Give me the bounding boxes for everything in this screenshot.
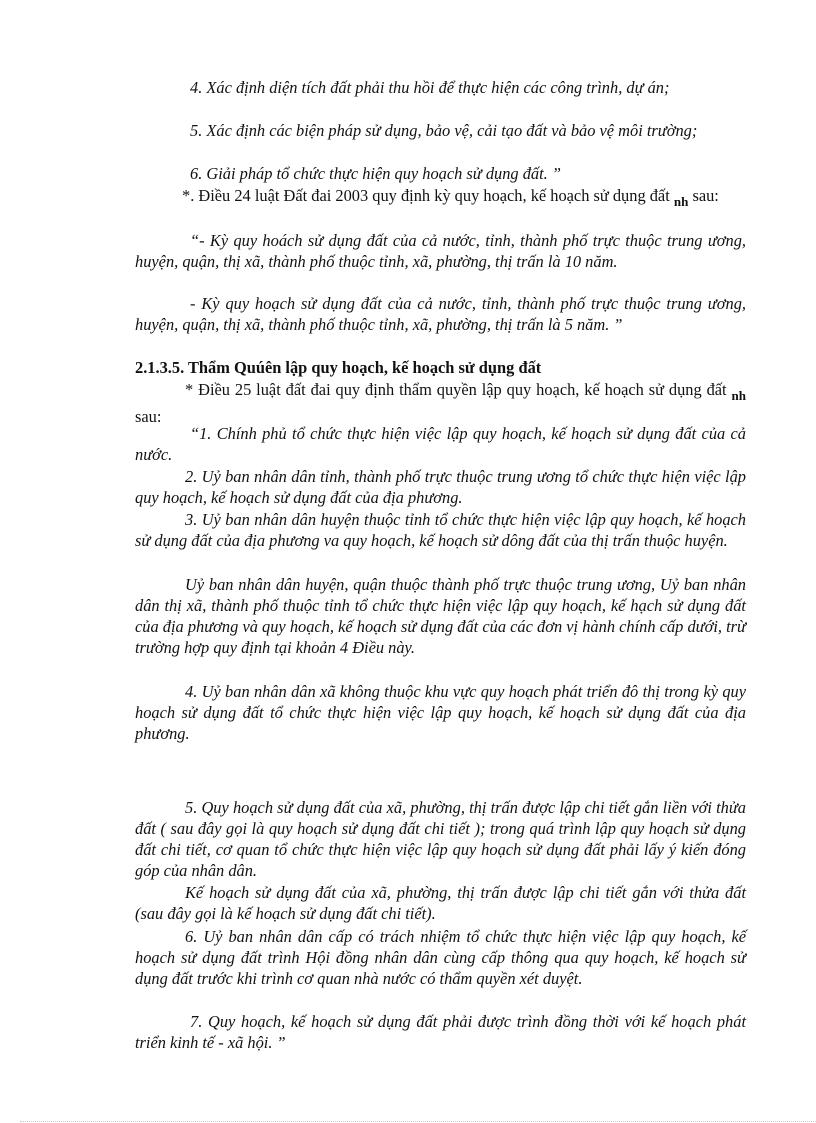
page-bottom-divider (20, 1121, 816, 1122)
article-24-text: *. Điều 24 luật Đất đai 2003 quy định kỳ quy hoạch, kế hoạch sử dụng đất (182, 186, 670, 205)
paragraph-clause-7: 7. Quy hoạch, kế hoạch sử dụng đất phải được trình đồng thời với kế hoạch phát triển kinh tế - xã hội. ” (135, 1012, 746, 1052)
paragraph-article-24 (135, 185, 746, 212)
paragraph-clause-2: 2. Uỷ ban nhân dân tỉnh, thành phố trực thuộc trung ương tổ chức thực hiện việc lập quy hoạch, kế hoạch sử dụng đất của địa phương. (135, 467, 746, 507)
paragraph-article-25 (135, 379, 746, 427)
paragraph-clause-3: 3. Uỷ ban nhân dân huyện thuộc tỉnh tổ chức thực hiện việc lập quy hoạch, kế hoạch sử dụng đất của địa phương va quy hoạch, kế hoạch sử dông đất của thị trấn thuộc huyện. (135, 510, 746, 550)
paragraph-item-5: 5. Xác định các biện pháp sử dụng, bảo vệ, cải tạo đất và bảo vệ môi trường; (190, 121, 698, 140)
article-25-subscript: nh (731, 388, 746, 403)
paragraph-item-6: 6. Giải pháp tổ chức thực hiện quy hoạch sử dụng đất. ” (190, 164, 561, 183)
paragraph-period-10-years: “- Kỳ quy hoách sử dụng đất của cả nước, tỉnh, thành phố trực thuộc trung ương, huyện, quận, thị xã, thành phố thuộc tỉnh, xã, phường, thị trấn là 10 năm. (135, 231, 746, 271)
paragraph-clause-3-cont: Uỷ ban nhân dân huyện, quận thuộc thành phố trực thuộc trung ương, Uỷ ban nhân dân thị xã, thành phố thuộc tỉnh tổ chức thực hiện việc lập quy hoạch, kế hạch sử dụng đất của địa phương và quy hoạch, kế hoạch sử dụng đất của các đơn vị hành chính cấp dưới, trừ trường hợp quy định tại khoản 4 Điều này. (135, 575, 746, 657)
article-25-text: * Điều 25 luật đất đai quy định thẩm quyền lập quy hoạch, kế hoạch sử dụng đất (185, 380, 727, 399)
paragraph-clause-4: 4. Uỷ ban nhân dân xã không thuộc khu vực quy hoạch phát triển đô thị trong kỳ quy hoạch sử dụng đất tổ chức thực hiện việc lập quy hoạch, kế hoạch sử dụng đất của địa phương. (135, 682, 746, 743)
paragraph-clause-5: 5. Quy hoạch sử dụng đất của xã, phường, thị trấn được lập chi tiết gắn liền với thửa đất ( sau đây gọi là quy hoạch sử dụng đất chi tiết ); trong quá trình lập quy hoạch sử dụng đất chi tiết, cơ quan tổ chức thực hiện việc lập quy hoạch sử dụng đất phải lấy ý kiến đóng góp của nhân dân. (135, 798, 746, 880)
article-24-subscript: nh (673, 194, 689, 209)
paragraph-item-4: 4. Xác định diện tích đất phải thu hồi để thực hiện các công trình, dự án; (190, 78, 670, 97)
paragraph-clause-5-cont: Kế hoạch sử dụng đất của xã, phường, thị trấn được lập chi tiết gắn với thửa đất (sau đây gọi là kế hoạch sử dụng đất chi tiết). (135, 883, 746, 923)
article-24-tail: sau: (692, 186, 719, 205)
section-heading: 2.1.3.5. Thẩm Quúên lập quy hoạch, kế hoạch sử dụng đất (135, 358, 542, 377)
paragraph-clause-1: “1. Chính phủ tổ chức thực hiện việc lập quy hoạch, kế hoạch sử dụng đất của cả nước. (135, 424, 746, 464)
paragraph-clause-6: 6. Uỷ ban nhân dân cấp có trách nhiệm tổ chức thực hiện việc lập quy hoạch, kế hoạch sử dụng đất trình Hội đồng nhân dân cùng cấp thông qua quy hoạch, kế hoạch sử dụng đất trước khi trình cơ quan nhà nước có thẩm quyền xét duyệt. (135, 927, 746, 988)
paragraph-period-5-years: - Kỳ quy hoạch sử dụng đất của cả nước, tỉnh, thành phố trực thuộc trung ương, huyện, quận, thị xã, thành phố thuộc tỉnh, xã, phường, thị trấn là 5 năm. ” (135, 294, 746, 334)
article-25-tail: sau: (135, 407, 162, 426)
